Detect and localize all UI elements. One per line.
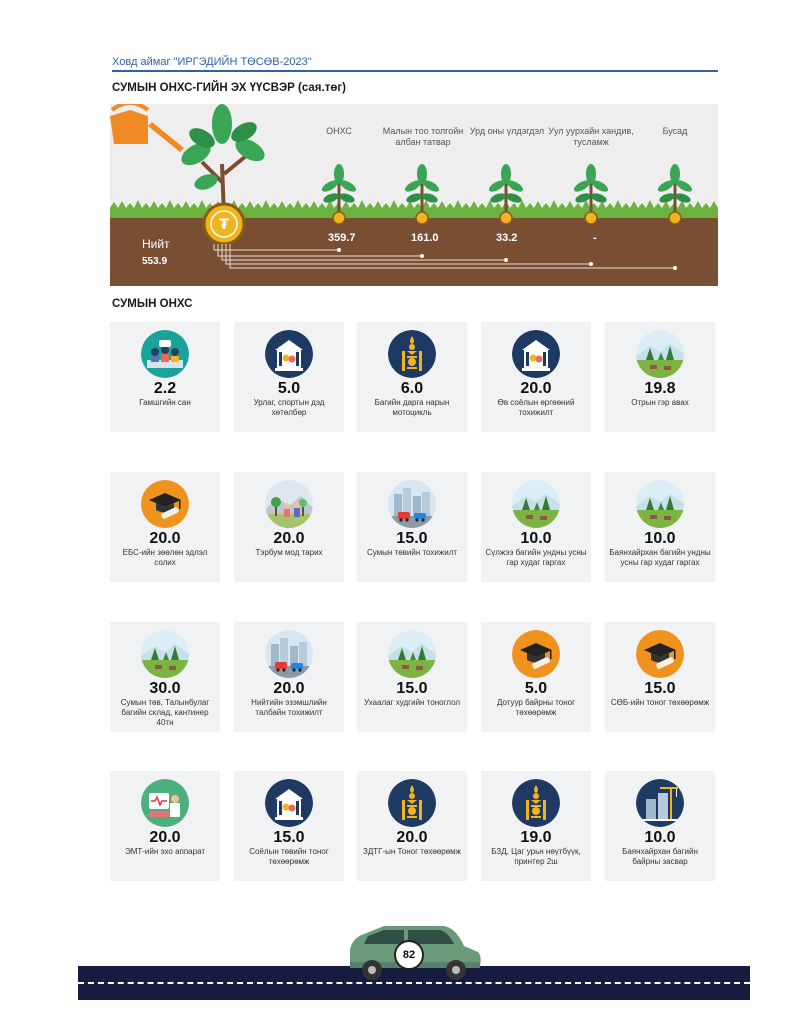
project-value: 15.0 bbox=[273, 829, 305, 846]
project-label: ЗДТГ-ын Тоног төхөөрөмж bbox=[362, 847, 461, 856]
medical-icon bbox=[141, 779, 189, 827]
project-label: Соёлын төвийн тоног төхөөрөмж bbox=[249, 847, 329, 866]
project-label: Баянхайрхан багийн ундны усны гар худаг гаргах bbox=[609, 548, 711, 567]
total-label: Нийт bbox=[142, 237, 170, 251]
project-card bbox=[234, 322, 344, 432]
project-label: Гамшгийн сан bbox=[139, 398, 191, 407]
project-card bbox=[357, 771, 467, 881]
total-value: 553.9 bbox=[142, 256, 168, 267]
pasture-icon bbox=[388, 630, 436, 678]
project-value: 20.0 bbox=[273, 680, 305, 697]
project-label: БЗД, Цаг урьн нөүтбүүк, принтер 2ш bbox=[491, 847, 581, 866]
project-label: Сумын төв, Талынбулаг багийн склад, кантинер 40тн bbox=[120, 698, 210, 727]
project-label: Багийн дарга нарын мотоцикль bbox=[374, 398, 450, 417]
pasture-icon bbox=[512, 480, 560, 528]
project-card bbox=[234, 622, 344, 732]
city-icon bbox=[388, 480, 436, 528]
project-card bbox=[234, 472, 344, 582]
project-card bbox=[481, 771, 591, 881]
project-value: 15.0 bbox=[644, 680, 676, 697]
source-value-prior-balance: 33.2 bbox=[496, 232, 518, 244]
project-value: 5.0 bbox=[524, 680, 548, 697]
soyombo-icon bbox=[512, 779, 560, 827]
project-card bbox=[110, 771, 220, 881]
city-icon bbox=[265, 630, 313, 678]
project-value: 15.0 bbox=[396, 680, 428, 697]
project-card bbox=[110, 622, 220, 732]
project-card bbox=[481, 472, 591, 582]
project-card bbox=[605, 622, 715, 732]
project-card bbox=[110, 322, 220, 432]
page-number: 82 bbox=[394, 940, 424, 970]
project-card bbox=[605, 472, 715, 582]
project-value: 15.0 bbox=[396, 530, 428, 547]
project-card bbox=[481, 622, 591, 732]
project-value: 2.2 bbox=[153, 380, 177, 397]
project-value: 20.0 bbox=[396, 829, 428, 846]
project-label: ЕБС-ийн зөөлөн эдлэл солих bbox=[122, 548, 208, 567]
project-value: 5.0 bbox=[277, 380, 301, 397]
source-label-prior-balance: Урд оны үлдэгдэл bbox=[469, 126, 545, 136]
project-label: Ухаалаг худгийн тоноглол bbox=[363, 698, 461, 707]
project-value: 20.0 bbox=[149, 829, 181, 846]
project-label: ЭМТ-ийн эхо аппарат bbox=[124, 847, 206, 856]
pasture-icon bbox=[141, 630, 189, 678]
project-label: Нийтийн эзэмшлийн талбайн тохижилт bbox=[251, 698, 327, 717]
project-value: 6.0 bbox=[400, 380, 424, 397]
section-title-sources: СУМЫН ОНХС-ГИЙН ЭХ ҮҮСВЭР (сая.төг) bbox=[112, 82, 346, 94]
project-card bbox=[110, 472, 220, 582]
project-value: 19.8 bbox=[644, 380, 676, 397]
graduation-cap-icon bbox=[636, 630, 684, 678]
project-card bbox=[357, 472, 467, 582]
source-label-livestock-tax: Малын тоо толгойн албан татвар bbox=[382, 126, 464, 147]
project-value: 10.0 bbox=[520, 530, 552, 547]
project-value: 10.0 bbox=[644, 829, 676, 846]
source-label-other: Бусад bbox=[662, 126, 688, 136]
project-value: 20.0 bbox=[273, 530, 305, 547]
construction-icon bbox=[636, 779, 684, 827]
project-value: 20.0 bbox=[520, 380, 552, 397]
header-title: Ховд аймаг "ИРГЭДИЙН ТӨСӨВ-2023" bbox=[112, 56, 312, 68]
source-label-mining-donation: Уул уурхайн хандив, тусламж bbox=[548, 126, 634, 147]
project-card bbox=[605, 322, 715, 432]
theatre-icon bbox=[512, 330, 560, 378]
sources-infographic bbox=[110, 104, 718, 286]
source-value-onhs: 359.7 bbox=[328, 232, 356, 244]
project-label: Баянхайрхан багийн байрны засвар bbox=[622, 847, 698, 866]
soyombo-icon bbox=[388, 779, 436, 827]
source-value-mining-donation: - bbox=[593, 232, 597, 244]
source-value-livestock-tax: 161.0 bbox=[411, 232, 439, 244]
project-card bbox=[605, 771, 715, 881]
theatre-icon bbox=[265, 779, 313, 827]
project-label: Сүлжээ багийн ундны усны гар худаг гаргах bbox=[485, 548, 587, 567]
project-card bbox=[357, 622, 467, 732]
project-label: Өв соёлын өргөөний тохижилт bbox=[497, 398, 575, 417]
tree-planting-icon bbox=[265, 480, 313, 528]
project-label: Сумын төвийн тохижилт bbox=[366, 548, 458, 557]
graduation-cap-icon bbox=[141, 480, 189, 528]
section-title-projects: СУМЫН ОНХС bbox=[112, 298, 193, 310]
project-value: 20.0 bbox=[149, 530, 181, 547]
project-value: 10.0 bbox=[644, 530, 676, 547]
svg-text:₮: ₮ bbox=[219, 217, 229, 233]
project-card bbox=[234, 771, 344, 881]
pasture-icon bbox=[636, 480, 684, 528]
project-label: Тэрбум мод тарих bbox=[255, 548, 323, 557]
people-icon bbox=[141, 330, 189, 378]
project-label: СӨБ-ийн тоног төхөөрөмж bbox=[610, 698, 710, 707]
soyombo-icon bbox=[388, 330, 436, 378]
graduation-cap-icon bbox=[512, 630, 560, 678]
page-header bbox=[112, 56, 718, 72]
theatre-icon bbox=[265, 330, 313, 378]
project-label: Отрын гэр авах bbox=[631, 398, 689, 407]
project-card bbox=[481, 322, 591, 432]
project-card bbox=[357, 322, 467, 432]
project-value: 19.0 bbox=[520, 829, 552, 846]
project-label: Дотуур байрны тоног төхөөрөмж bbox=[496, 698, 576, 717]
source-label-onhs: ОНХС bbox=[326, 126, 352, 136]
project-value: 30.0 bbox=[149, 680, 181, 697]
pasture-icon bbox=[636, 330, 684, 378]
project-label: Урлаг, спортын дэд хөтөлбөр bbox=[253, 398, 325, 417]
